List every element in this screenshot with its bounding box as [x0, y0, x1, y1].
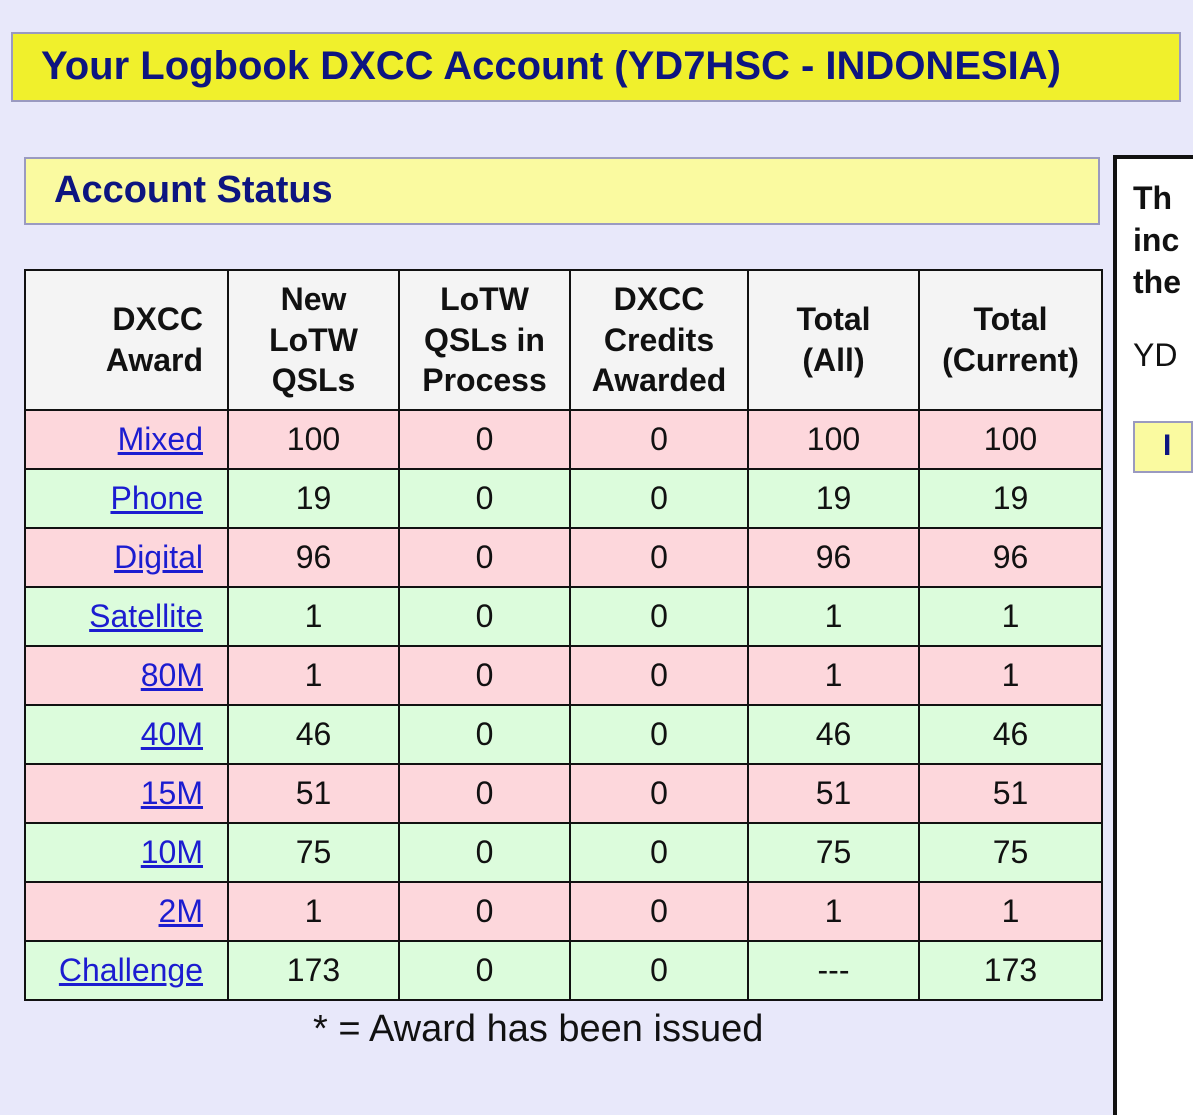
- table-row: [25, 469, 1102, 528]
- in-process-cell: 0: [399, 882, 570, 941]
- award-cell: [25, 882, 228, 941]
- in-process-cell: 0: [399, 469, 570, 528]
- new-lotw-qsls-cell: 75: [228, 823, 399, 882]
- new-lotw-qsls-cell: 1: [228, 646, 399, 705]
- award-link-mixed[interactable]: Mixed: [117, 421, 203, 458]
- credits-awarded-cell: 0: [570, 941, 748, 1000]
- total-all-cell: 96: [748, 528, 919, 587]
- page-title-bar: [11, 32, 1181, 102]
- table-row: [25, 705, 1102, 764]
- award-cell: [25, 587, 228, 646]
- in-process-cell: 0: [399, 941, 570, 1000]
- in-process-cell: 0: [399, 823, 570, 882]
- table-row: [25, 941, 1102, 1000]
- header-new-lotw-qsls: New LoTW QSLs: [228, 270, 399, 410]
- total-current-cell: 19: [919, 469, 1102, 528]
- total-all-cell: ---: [748, 941, 919, 1000]
- total-all-cell: 1: [748, 587, 919, 646]
- new-lotw-qsls-cell: 1: [228, 882, 399, 941]
- new-lotw-qsls-cell: 19: [228, 469, 399, 528]
- new-lotw-qsls-cell: 100: [228, 410, 399, 469]
- total-all-cell: 1: [748, 646, 919, 705]
- table-row: [25, 882, 1102, 941]
- award-cell: [25, 646, 228, 705]
- credits-awarded-cell: 0: [570, 882, 748, 941]
- table-header-row: [25, 270, 1102, 410]
- award-link-10m[interactable]: 10M: [140, 834, 203, 871]
- award-cell: [25, 528, 228, 587]
- credits-awarded-cell: 0: [570, 646, 748, 705]
- total-all-cell: 46: [748, 705, 919, 764]
- side-panel-callsign: YD: [1133, 337, 1178, 373]
- credits-awarded-cell: 0: [570, 705, 748, 764]
- table-row: [25, 587, 1102, 646]
- account-status-header: [24, 157, 1100, 225]
- in-process-cell: 0: [399, 646, 570, 705]
- in-process-cell: 0: [399, 528, 570, 587]
- total-current-cell: 100: [919, 410, 1102, 469]
- total-current-cell: 46: [919, 705, 1102, 764]
- in-process-cell: 0: [399, 764, 570, 823]
- award-link-digital[interactable]: Digital: [114, 539, 203, 576]
- in-process-cell: 0: [399, 410, 570, 469]
- header-dxcc-credits-awarded: DXCC Credits Awarded: [570, 270, 748, 410]
- total-current-cell: 51: [919, 764, 1102, 823]
- table-row: [25, 646, 1102, 705]
- credits-awarded-cell: 0: [570, 410, 748, 469]
- header-dxcc-award: DXCC Award: [25, 270, 228, 410]
- in-process-cell: 0: [399, 705, 570, 764]
- section-title: Account Status: [54, 169, 333, 211]
- new-lotw-qsls-cell: 46: [228, 705, 399, 764]
- credits-awarded-cell: 0: [570, 528, 748, 587]
- total-current-cell: 1: [919, 882, 1102, 941]
- award-link-2m[interactable]: 2M: [158, 893, 203, 930]
- header-total-current: Total (Current): [919, 270, 1102, 410]
- total-current-cell: 1: [919, 646, 1102, 705]
- total-all-cell: 19: [748, 469, 919, 528]
- page-title: Your Logbook DXCC Account (YD7HSC - INDONESIA): [41, 44, 1061, 88]
- award-link-phone[interactable]: Phone: [110, 480, 203, 517]
- credits-awarded-cell: 0: [570, 823, 748, 882]
- total-current-cell: 1: [919, 587, 1102, 646]
- award-cell: [25, 705, 228, 764]
- account-status-table: [24, 269, 1103, 1001]
- in-process-cell: 0: [399, 587, 570, 646]
- credits-awarded-cell: 0: [570, 587, 748, 646]
- credits-awarded-cell: 0: [570, 469, 748, 528]
- award-link-challenge[interactable]: Challenge: [58, 952, 203, 989]
- total-all-cell: 75: [748, 823, 919, 882]
- total-current-cell: 173: [919, 941, 1102, 1000]
- total-current-cell: 75: [919, 823, 1102, 882]
- award-cell: [25, 764, 228, 823]
- award-link-80m[interactable]: 80M: [140, 657, 203, 694]
- award-cell: [25, 823, 228, 882]
- award-link-40m[interactable]: 40M: [140, 716, 203, 753]
- total-all-cell: 1: [748, 882, 919, 941]
- award-cell: [25, 410, 228, 469]
- table-row: [25, 823, 1102, 882]
- award-link-15m[interactable]: 15M: [140, 775, 203, 812]
- new-lotw-qsls-cell: 96: [228, 528, 399, 587]
- side-panel-button[interactable]: I: [1133, 421, 1193, 473]
- credits-awarded-cell: 0: [570, 764, 748, 823]
- new-lotw-qsls-cell: 173: [228, 941, 399, 1000]
- side-panel-text: Th inc the: [1133, 180, 1181, 300]
- table-row: [25, 764, 1102, 823]
- award-cell: [25, 469, 228, 528]
- award-issued-footnote: * = Award has been issued: [313, 1008, 764, 1050]
- award-cell: [25, 941, 228, 1000]
- header-total-all: Total (All): [748, 270, 919, 410]
- total-all-cell: 100: [748, 410, 919, 469]
- new-lotw-qsls-cell: 1: [228, 587, 399, 646]
- table-row: [25, 410, 1102, 469]
- side-info-panel: [1113, 155, 1193, 1115]
- new-lotw-qsls-cell: 51: [228, 764, 399, 823]
- award-link-satellite[interactable]: Satellite: [89, 598, 203, 635]
- total-current-cell: 96: [919, 528, 1102, 587]
- table-row: [25, 528, 1102, 587]
- header-lotw-qsls-in-process: LoTW QSLs in Process: [399, 270, 570, 410]
- total-all-cell: 51: [748, 764, 919, 823]
